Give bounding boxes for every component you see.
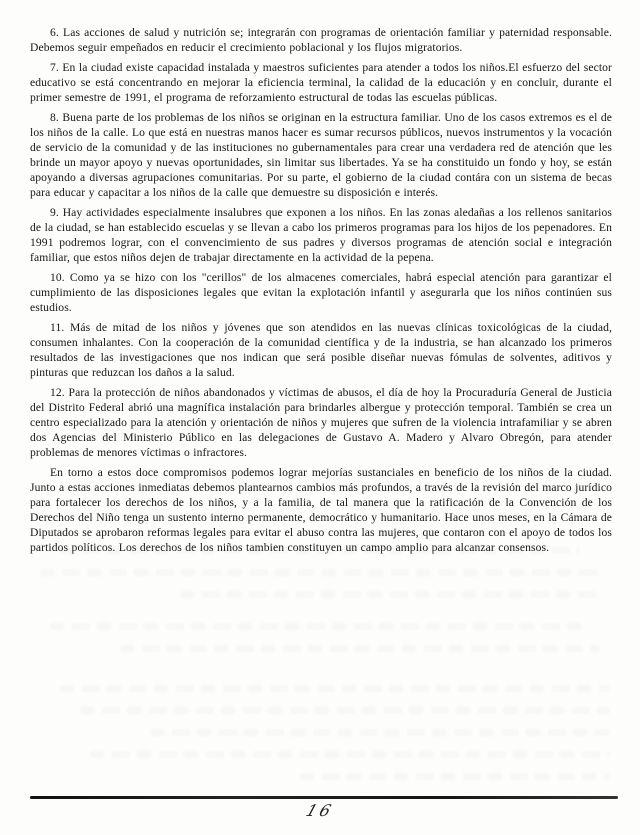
- footer-rule: [30, 796, 618, 799]
- document-body: [30, 25, 612, 560]
- bleed-through-artifact: [0, 535, 640, 785]
- paragraph-9: 9. Hay actividades especialmente insalubres que exponen a los niños. En las zonas aledañas a los rellenos sanitarios de la ciudad, se han establecido escuelas y se llevan a cabo los primeros programas para los hijos de los pepenadores. En 1991 podremos lograr, con el convencimiento de sus padres y diversos programas de atención social e integración familiar, que estos niños dejen de trabajar directamente en la actividad de la pepena.: [30, 206, 612, 264]
- paragraph-12: 12. Para la protección de niños abandonados y víctimas de abusos, el día de hoy la Procuraduría General de Justicia del Distrito Federal abrió una magnífica instalación para brindarles albergue y protección temporal. También se crea un centro especializado para la atención y orientación de niños y mujeres que sufren de la violencia intrafamiliar y se abren dos Agencias del Ministerio Público en las delegaciones de Gustavo A. Madero y Alvaro Obregón, para atender problemas de menores víctimas o infractores.: [30, 386, 612, 459]
- paragraph-6: 6. Las acciones de salud y nutrición se; integrarán con programas de orientación familiar y paternidad responsable. Debemos seguir empeñados en reducir el crecimiento poblacional y los flujos migratorios.: [30, 26, 612, 54]
- paragraph-closing: En torno a estos doce compromisos podemos lograr mejorías sustanciales en beneficio de los niños de la ciudad. Junto a estas acciones inmediatas debemos plantearnos cambios más profundos, a través de la revisión del marco jurídico para fortalecer los derechos de los niños, y a la familia, de tal manera que la ratificación de la Convención de los Derechos del Niño tenga un sustento interno permanente, democrático y humanitario. Hace unos meses, en la Cámara de Diputados se aprobaron reformas legales para evitar el abuso contra las mujeres, que contaron con el apoyo de todos los partidos políticos. Los derechos de los niños tambien constituyen un campo amplio para alcanzar consensos.: [30, 466, 612, 554]
- page-number: 16: [303, 801, 337, 820]
- paragraph-7: 7. En la ciudad existe capacidad instalada y maestros suficientes para atender a todos los niños.El esfuerzo del sector educativo se está concentrando en mejorar la eficiencia terminal, la calidad de la educación y en concluir, durante el primer semestre de 1991, el programa de reforzamiento estructural de todas las escuelas públicas.: [30, 61, 612, 104]
- paragraph-11: 11. Más de mitad de los niños y jóvenes que son atendidos en las nuevas clínicas toxicológicas de la ciudad, consumen inhalantes. Con la cooperación de la comunidad científica y de la industria, se han alcanzado los primeros resultados de las investigaciones que nos indican que será posible diseñar nuevas fómulas de solventes, aditivos y pinturas que reduzcan los daños a la salud.: [30, 321, 612, 379]
- paragraph-8: 8. Buena parte de los problemas de los niños se originan en la estructura familiar. Uno de los casos extremos es el de los niños de la calle. Lo que está en nuestras manos hacer es sumar recursos públicos, nuevos instrumentos y la vocación de servicio de la comunidad y de las instituciones no gubernamentales para crear una verdadera red de atención que les brinde un mayor apoyo y nuevas oportunidades, sin limitar sus libertades. Ya se ha constituido un fondo y hoy, se están apoyando a diversas agrupaciones comunitarias. Por su parte, el gobierno de la ciudad contára con un sistema de becas para educar y capacitar a los niños de la calle que demuestre su disposición e interés.: [30, 111, 612, 199]
- paragraph-10: 10. Como ya se hizo con los "cerillos" de los almacenes comerciales, habrá especial atención para garantizar el cumplimiento de las disposiciones legales que evitan la explotación infantil y asegurarla que los niños continúen sus estudios.: [30, 271, 612, 314]
